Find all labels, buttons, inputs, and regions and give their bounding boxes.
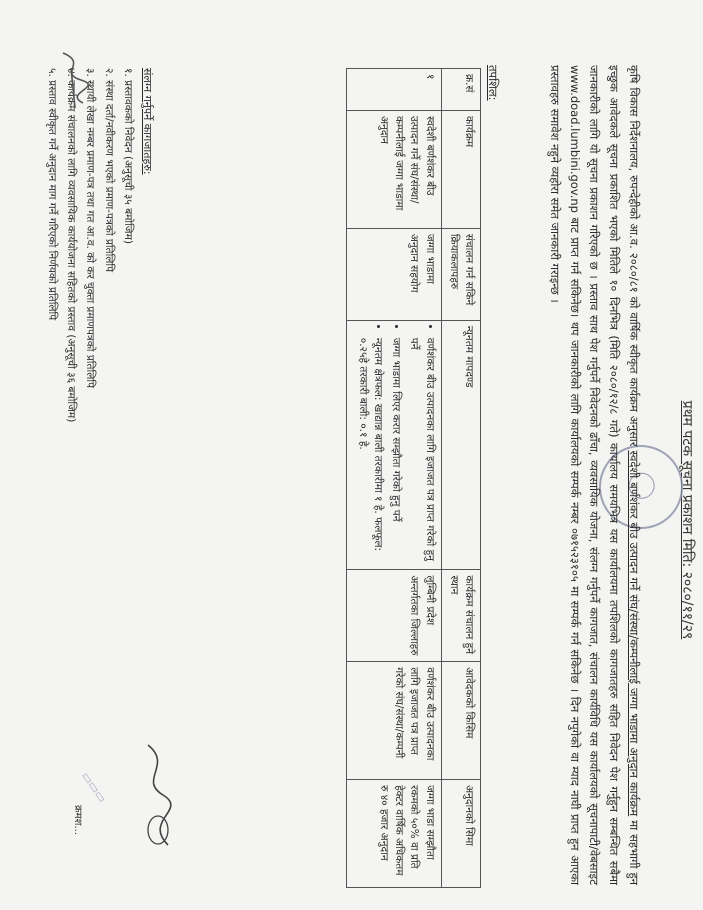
criteria-item: • जग्गा भाडामा लिएर करार सम्झौता गरेको हुनु पर्ने <box>388 338 403 565</box>
cell-limit: जग्गा भाडा सम्झौता रकमको ५०% वा प्रति हेक्टर वार्षिक अधिकतम रु ४० हजार अनुदान <box>347 780 441 888</box>
annex-item: १. प्रस्तावकको निवेदन (अनुसूची ३५ बमोजिम) <box>122 68 134 244</box>
col-header-applicant: आवेदकको किसिम <box>441 662 480 780</box>
signature <box>53 48 93 118</box>
col-header-criteria: न्यूनतम मापदण्ड <box>441 320 480 570</box>
col-header-limit: अनुदानको सिमा <box>441 780 480 888</box>
notice-heading <box>676 290 697 750</box>
annex-item: ५. प्रस्ताव स्वीकृत गर्ने अनुदान माग गर्ने गरिएको निर्णयको प्रतिलिपि <box>46 68 59 321</box>
annex-item: २. संस्था दर्ता/नवीकरण भएको प्रमाण-पत्रको प्रतिलिपि <box>103 68 116 273</box>
col-header-location: कार्यक्रम संचालन हुने स्थान <box>441 570 480 662</box>
certified-stamp: ▭▭▭ <box>78 769 110 805</box>
notice-title: प्रथम पटक सूचना प्रकाशन मिति: २०८०/११/२९ <box>679 400 695 640</box>
notice-body-part3: मा सहभागी हुन इच्छुक आवेदकले सूचना प्रकाशित भएको मितिले १० दिनभित्र (मिति २०८०/१२/८ गते) कार्यालय समयभित्र यस कार्यालयमा तपशिलको कागजातहरु सहित निवेदन पेश गर्नुहुन सम्बन्धित सबैमा जानकारीको लागि यो सूचना प्रकाशन गरिएको छ । प्रस्ताव साथ पेश गर्नुपर्ने निवेदनको ढाँचा, व्यवसायिक योजना, संलग्न गर्नुपर्ने कागजात, संचालन कार्यविधि यस कार्यालयको सूचनापाटी/वेबसाइट www.doad.lumbini.gov.np बाट प्राप्त गर्न सकिनेछ। थप जानकारीको लागि कार्यालयको सम्पर्क नम्बर ०७१५२३१०५ मा सम्पर्क गर्न सकिनेछ । दिन नपुगेको वा म्याद नाघी प्राप्त हुन आएका प्रस्तावहरु समावेश नहुने व्यहोरा समेत जानकारी गराइन्छ । <box>547 65 641 886</box>
notice-body-part1: कृषि विकास निर्देशनालय, रुपन्देहीको आ.व. २०८०/८१ को वार्षिक स्वीकृत कार्यक्रम अनुसार <box>627 65 641 447</box>
criteria-item: • न्यूनतम क्षेत्रफल: खाद्यान्न बाली तरकारीमा १ हे. फलफूल: ०.२५हे तरकारी बाली: ०.१ हे. <box>354 338 384 565</box>
annex-title: संलग्न गर्नुपर्ने कागजातहरु: <box>141 68 154 175</box>
notice-body <box>544 65 643 885</box>
continued-note: क्रमश... <box>72 805 83 835</box>
cell-activities: जग्गा भाडामा अनुदान सहयोग <box>347 228 441 320</box>
cell-program: स्वदेशी बर्णशंकर बीउ उत्पादन गर्ने संघ/संस्था/कम्पनीलाई जग्गा भाडामा अनुदान <box>347 110 441 228</box>
cell-applicant: वर्णशंकर बीउ उत्पादनका लागि इजाजत पत्र प्राप्त गरेको संघ/संस्था/कम्पनी <box>347 662 441 780</box>
annex-item: ४. कार्यक्रम संचालनको लागि व्यवसायिक कार्ययोजना सहितको प्रस्ताव (अनुसूची ३६ बमोजिम) <box>65 68 78 423</box>
col-header-sn: क्र.सं <box>441 69 480 111</box>
table-row <box>347 69 441 888</box>
details-table <box>346 68 481 888</box>
cell-criteria <box>347 320 441 570</box>
col-header-program: कार्यक्रम <box>441 110 480 228</box>
officer-signature <box>133 735 183 855</box>
table-title: तपशिल: <box>486 65 500 101</box>
criteria-list <box>354 326 436 565</box>
program-name: स्वदेशी बर्णशंकर बीउ उत्पादन गर्ने संघ/संस्था/कम्पनीलाई जग्गा भाडामा अनुदान कार्यक्रम <box>627 450 641 817</box>
annex-list <box>43 68 137 422</box>
annex-item: ३. स्थायी लेखा नम्बर प्रमाण-पत्र तथा गत आ.व. को कर चुक्ता प्रमाणपत्रको प्रतिलिपि <box>84 68 97 389</box>
criteria-item: • वर्णशंकर बीउ उत्पादनका लागि इजाजत पत्र प्राप्त गरेको हुनु पर्ने <box>406 338 436 565</box>
col-header-activities: संचालन गर्न सकिने क्रियाकलापहरु <box>441 228 480 320</box>
table-header-row <box>441 69 480 888</box>
cell-sn: १ <box>347 69 441 111</box>
cell-location: लुम्बिनी प्रदेश अन्तर्गतका जिल्लाहरु <box>347 570 441 662</box>
